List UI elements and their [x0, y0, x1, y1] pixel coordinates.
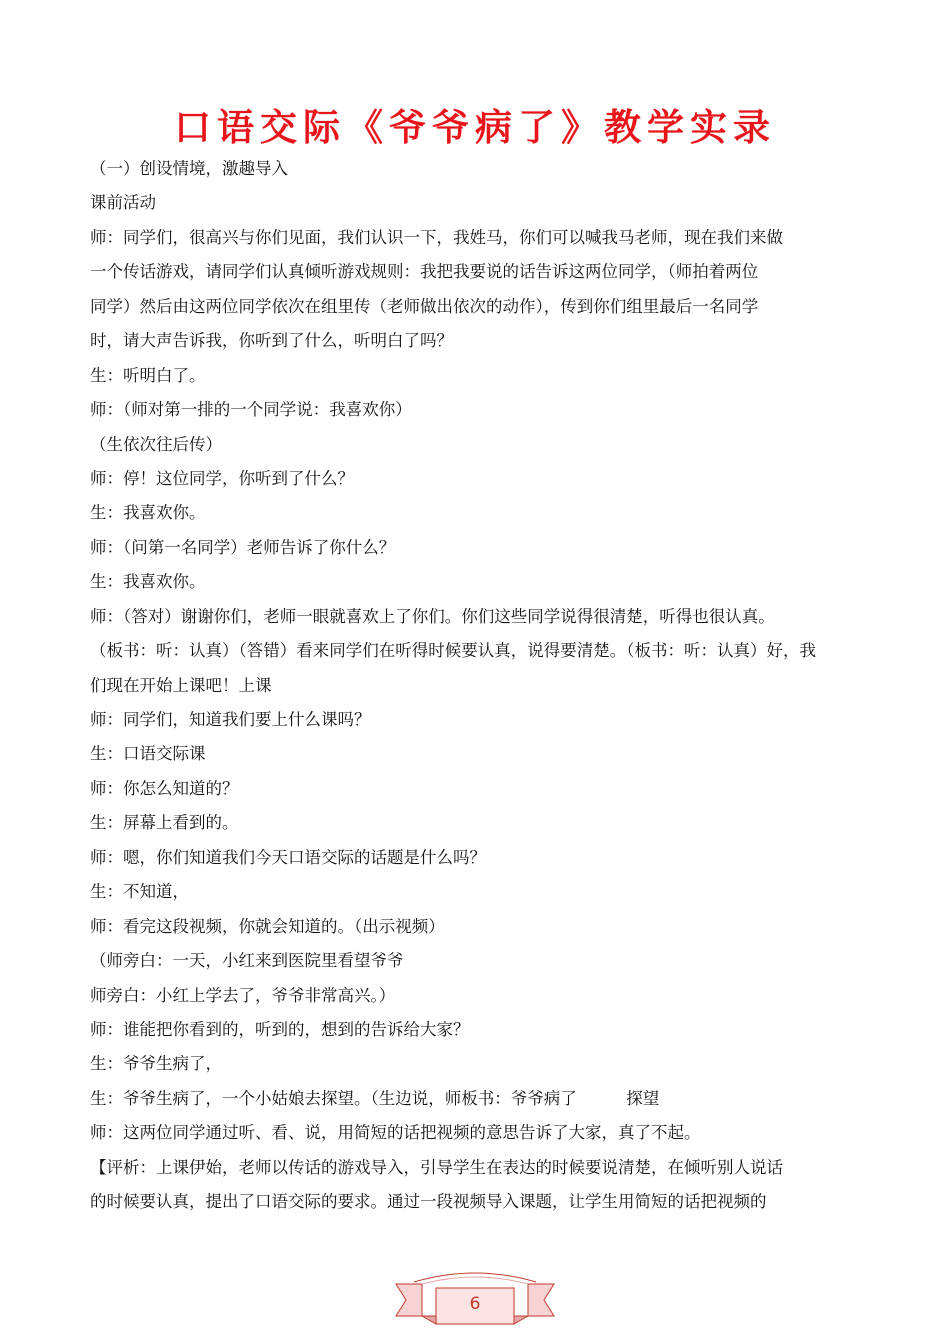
section-heading: （一）创设情境，激趣导入: [90, 159, 288, 178]
text-line: 师：（答对）谢谢你们，老师一眼就喜欢上了你们。你们这些同学说得很清楚，听得也很认真。: [90, 606, 775, 626]
text-line: 生：我喜欢你。: [90, 503, 206, 523]
text-line: 生：不知道，: [90, 882, 189, 902]
text-line: 师：（问第一名同学）老师告诉了你什么？: [90, 537, 396, 557]
text-line: 师：这两位同学通过听、看、说，用简短的话把视频的意思告诉了大家，真了不起。: [90, 1123, 701, 1143]
text-line: 师：你怎么知道的？: [90, 778, 239, 798]
page-number: 6: [469, 1294, 481, 1314]
text-line: 一个传话游戏，请同学们认真倾听游戏规则：我把我要说的话告诉这两位同学，（师拍着两位: [90, 262, 759, 282]
text-line: 生：我喜欢你。: [90, 572, 206, 592]
text-line: 生：爷爷生病了，: [90, 1054, 222, 1074]
text-line: 生：爷爷生病了，一个小姑娘去探望。（生边说，师板书：爷爷病了 探望: [90, 1088, 660, 1108]
commentary-line: 【评析：上课伊始，老师以传话的游戏导入，引导学生在表达的时候要说清楚，在倾听别人说话: [90, 1157, 783, 1177]
text-line: 师：同学们，知道我们要上什么课吗？: [90, 710, 371, 729]
text-line: 师：谁能把你看到的，听到的，想到的告诉给大家？: [90, 1019, 470, 1039]
commentary-line: 的时候要认真，提出了口语交际的要求。通过一段视频导入课题，让学生用简短的话把视频的: [90, 1192, 767, 1212]
text-line: 师：同学们，很高兴与你们见面，我们认识一下，我姓马，你们可以喊我马老师，现在我们来做: [90, 227, 783, 247]
document-body: [90, 152, 870, 1220]
text-line: 生：口语交际课: [90, 744, 206, 764]
text-line: 师：嗯，你们知道我们今天口语交际的话题是什么吗？: [90, 847, 486, 867]
text-line: 时，请大声告诉我，你听到了什么，听明白了吗？: [90, 331, 453, 351]
text-line: （师旁白：一天，小红来到医院里看望爷爷: [90, 951, 404, 971]
text-line: 们现在开始上课吧！上课: [90, 675, 272, 695]
text-line: 同学）然后由这两位同学依次在组里传（老师做出依次的动作），传到你们组里最后一名同学: [90, 296, 759, 316]
document-title: 口语交际《爷爷病了》教学实录: [174, 106, 776, 149]
text-line: 课前活动: [90, 193, 156, 213]
text-line: 生：听明白了。: [90, 365, 206, 385]
text-line: 师：看完这段视频，你就会知道的。（出示视频）: [90, 916, 445, 936]
text-line: （生依次往后传）: [90, 434, 222, 454]
text-line: 生：屏幕上看到的。: [90, 813, 239, 833]
text-line: 师：（师对第一排的一个同学说：我喜欢你）: [90, 400, 412, 420]
text-line: 师：停！这位同学，你听到了什么？: [90, 468, 354, 488]
text-line: （板书：听：认真）（答错）看来同学们在听得时候要认真，说得要清楚。（板书：听：认真）好，我: [90, 641, 816, 661]
page-number-ribbon: [392, 1268, 558, 1334]
text-line: 师旁白：小红上学去了，爷爷非常高兴。）: [90, 985, 396, 1005]
